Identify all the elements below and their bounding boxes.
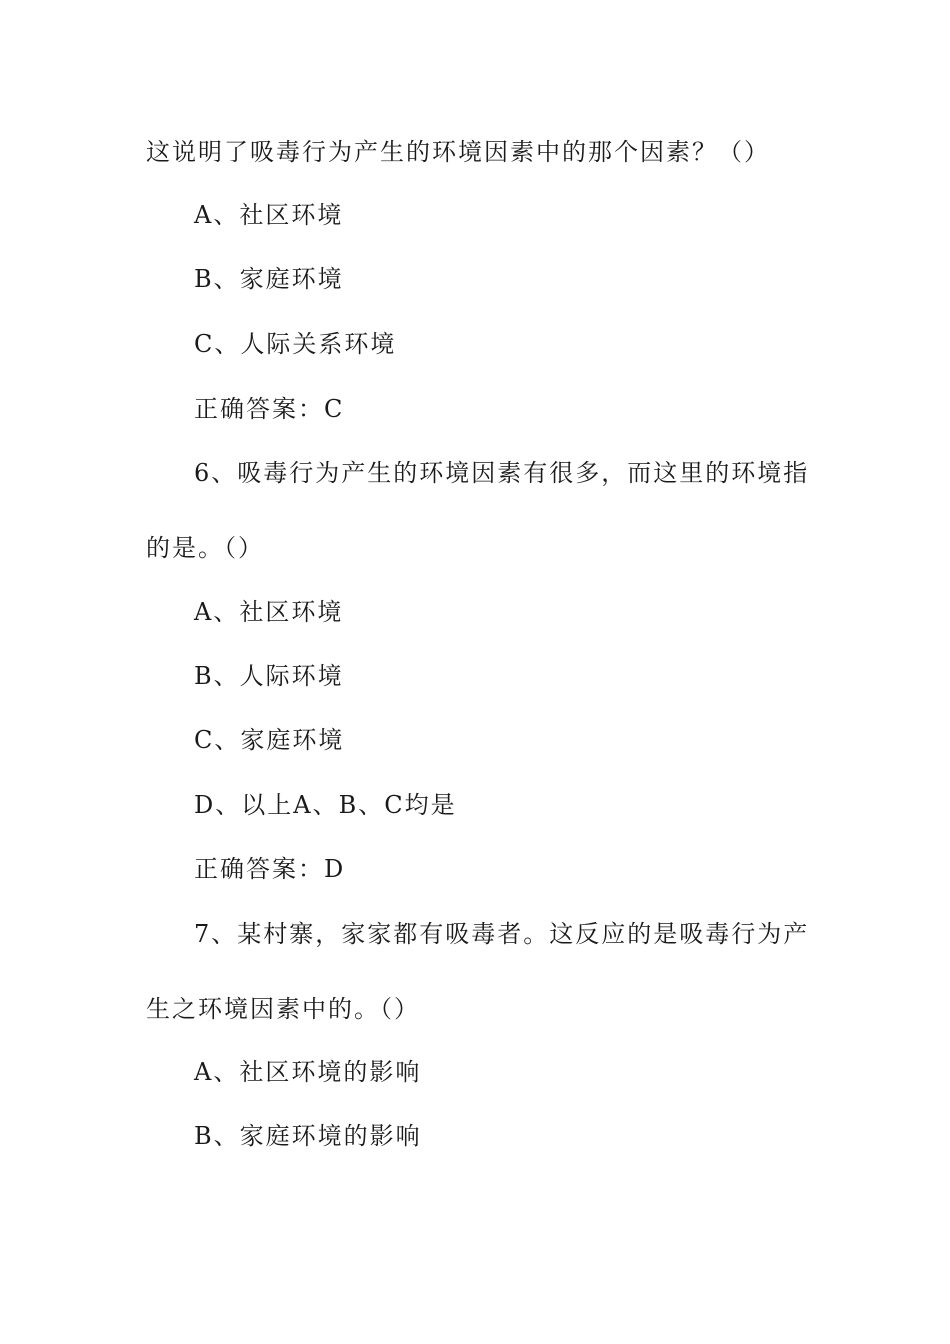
q6-answer: 正确答案：D [194, 855, 346, 883]
question-7-text: 7、某村寨，家家都有吸毒者。这反应的是吸毒行为产 [194, 920, 810, 948]
q5-option-b: B、家庭环境 [194, 265, 344, 293]
q7-option-b: B、家庭环境的影响 [194, 1122, 422, 1150]
q6-option-a: A、社区环境 [194, 598, 344, 626]
q6-option-b: B、人际环境 [194, 662, 344, 690]
q5-option-a: A、社区环境 [194, 201, 344, 229]
q5-option-c: C、人际关系环境 [194, 330, 397, 358]
question-6-text: 6、吸毒行为产生的环境因素有很多，而这里的环境指 [194, 459, 810, 487]
q7-option-a: A、社区环境的影响 [194, 1058, 422, 1086]
q6-option-d: D、以上A、B、C均是 [194, 791, 457, 819]
q6-option-c: C、家庭环境 [194, 726, 345, 754]
q5-answer: 正确答案：C [194, 395, 345, 423]
question-6-continuation: 的是。（） [146, 534, 264, 562]
question-5-continuation: 这说明了吸毒行为产生的环境因素中的那个因素？（） [146, 138, 770, 166]
question-7-continuation: 生之环境因素中的。（） [146, 995, 420, 1023]
